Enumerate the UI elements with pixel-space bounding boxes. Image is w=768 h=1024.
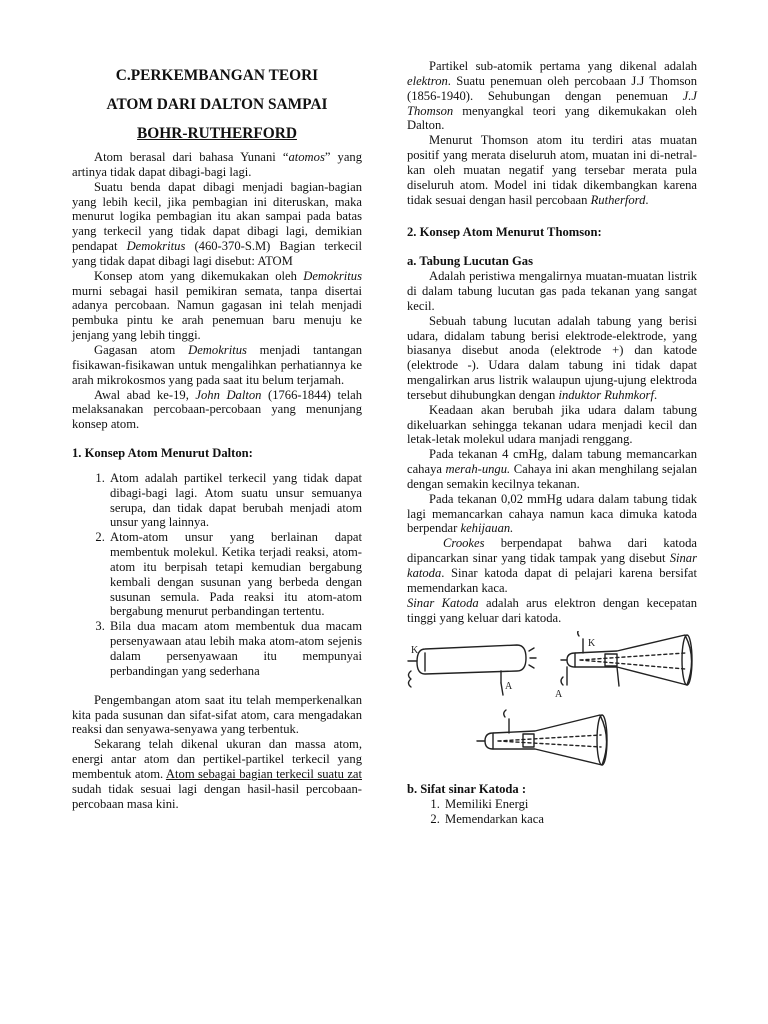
list-item: 1. Memiliki Energi [443,797,697,812]
heading-discharge-tube: a. Tabung Lucutan Gas [407,254,533,269]
label-a1: A [505,681,513,693]
tube-3-sketch [477,710,607,765]
tube-2-sketch [555,631,692,700]
section-title [72,61,362,148]
paragraph-demokritus-challenge: Gagasan atom Demokritus menjadi tantangan fisikawan-fisikawan untuk mengalihkan perhatiannya ke arah mikrokosmos yang pada saat itu belum terjamah. [72,342,362,387]
paragraph-modern: Sekarang telah dikenal ukuran dan massa atom, energi antar atom dan pertikel-partikel terkecil yang membentuk atom. Atom sebagai bagian terkecil suatu zat sudah tidak sesuai lagi dengan hasil-hasil percobaan-percobaan masa kini. [72,737,363,811]
list-item: 2. Atom-atom unsur yang berlainan dapat membentuk molekul. Ketika terjadi reaksi, atom-atom itu berpisah tetapi kemudian bergabung kembali dengan susunan yang berbeda dengan susunan semula. Pada reaksi itu atom-atom bergabung menurut perbandingan tertentu. [108,530,362,619]
list-item: 3. Bila dua macam atom membentuk dua macam persenyawaan atau lebih maka atom-atom sejenis dalam persenyawaan itu mempunyai perbandingan yang sederhana [108,619,362,678]
paragraph-demokritus-division: Suatu benda dapat dibagi menjadi bagian-bagian yang lebih kecil, jika pembagian ini diteruskan, maka menurut logika pembagian itu akan sampai pada batas yang terkecil yang tidak dapat dibagi lagi, demikian pendapat Demokritus (460-370-S.M) Bagian terkecil yang tidak dapat dibagi lagi disebut: ATOM [72,179,363,268]
title-line-2: ATOM DARI DALTON SAMPAI [106,96,328,113]
label-k1: K [411,645,419,657]
paragraph-atom-origin: Atom berasal dari bahasa Yunani “atomos” yang artinya tidak dapat dibagi-bagi lagi. [72,150,363,179]
list-item: 1. Atom adalah partikel terkecil yang tidak dapat dibagi-bagi lagi. Atom suatu unsur semuanya serupa, dan tidak dapat berubah menjadi atom unsur yang lainnya. [108,471,362,530]
tube-1-sketch [408,645,536,695]
cathode-properties-list [407,797,697,827]
paragraph-demokritus-concept: Konsep atom yang dikemukakan oleh Demokritus murni sebagai hasil pemikiran semata, tanpa disertai adanya percobaan. Namun gagasan ini telah menjadi pembuka pintu ke arah penemuan baru menuju ke jenjang yang lebih tinggi. [72,268,362,343]
heading-dalton: 1. Konsep Atom Menurut Dalton: [72,446,253,461]
heading-cathode-properties: b. Sifat sinar Katoda : [407,782,527,797]
paragraph-dalton-intro: Awal abad ke-19, John Dalton (1766-1844) telah melaksanakan percobaan-percobaan yang menunjang konsep atom. [72,387,362,432]
paragraph-electron: Partikel sub-atomik pertama yang dikenal adalah elektron. Suatu penemuan oleh percobaan J.J Thomson (1856-1940). Sehubungan dengan penemuan J.J Thomson menyangkal teori yang dikemukakan oleh Dalton. [407,59,697,133]
right-column [407,59,697,827]
paragraph-cathode-ray: Sinar Katoda adalah arus elektron dengan kecepatan tinggi yang keluar dari katoda. [407,595,697,625]
title-line-3: BOHR-RUTHERFORD [137,125,297,142]
heading-thomson: 2. Konsep Atom Menurut Thomson: [407,225,602,240]
paragraph-4cmhg: Pada tekanan 4 cmHg, dalam tabung memancarkan cahaya merah-ungu. Cahaya ini akan menghilang sejalan dengan semakin kecilnya tekanan. [407,447,697,491]
label-k2: K [588,638,596,650]
label-a2: A [555,689,563,701]
left-column [72,52,362,811]
paragraph-crookes: Crookes berpendapat bahwa dari katoda dipancarkan sinar yang tidak tampak yang disebut Sinar katoda. Sinar katoda dapat di pelajari karena bersifat memendarkan kaca. [407,536,697,595]
dalton-list [72,471,362,679]
paragraph-development: Pengembangan atom saat itu telah memperkenalkan kita pada susunan dan sifat-sifat atom, cara mengadakan reaksi dan senyawa-senyawa yang terbentuk. [72,692,362,737]
paragraph-discharge-tube: Sebuah tabung lucutan adalah tabung yang berisi udara, didalam tabung berisi elektrode-elektrode, yang biasanya disebut anoda (elektrode +) dan katode (elektrode -). Udara dalam tabung ini tidak dapat mengalirkan arus listrik walaupun ujung-ujung elektroda tersebut dihubungkan dengan induktor Ruhmkorf. [407,313,697,402]
list-item: 2. Memendarkan kaca [443,812,697,827]
cathode-tube-figure [405,631,705,776]
paragraph-pressure-change: Keadaan akan berubah jika udara dalam tabung dikeluarkan sehingga tekanan udara menjadi kecil dan letak-letak molekul udara manjadi renggang. [407,402,697,447]
paragraph-discharge-def: Adalah peristiwa mengalirnya muatan-muatan listrik di dalam tabung lucutan gas pada tekanan yang sangat kecil. [407,269,697,313]
paragraph-thomson-model: Menurut Thomson atom itu terdiri atas muatan positif yang merata diseluruh atom, muatan ini di-netral-kan oleh muatan negatif yang tersebar merata pula diseluruh atom. Model ini tidak dikembangkan karena tidak sesuai dengan hasil percobaan Rutherford. [407,133,697,207]
paragraph-002mmhg: Pada tekanan 0,02 mmHg udara dalam tabung tidak lagi memancarkan cahaya namun kaca dimuka katoda berpendar kehijauan. [407,491,697,536]
title-line-1: C.PERKEMBANGAN TEORI [115,67,319,84]
